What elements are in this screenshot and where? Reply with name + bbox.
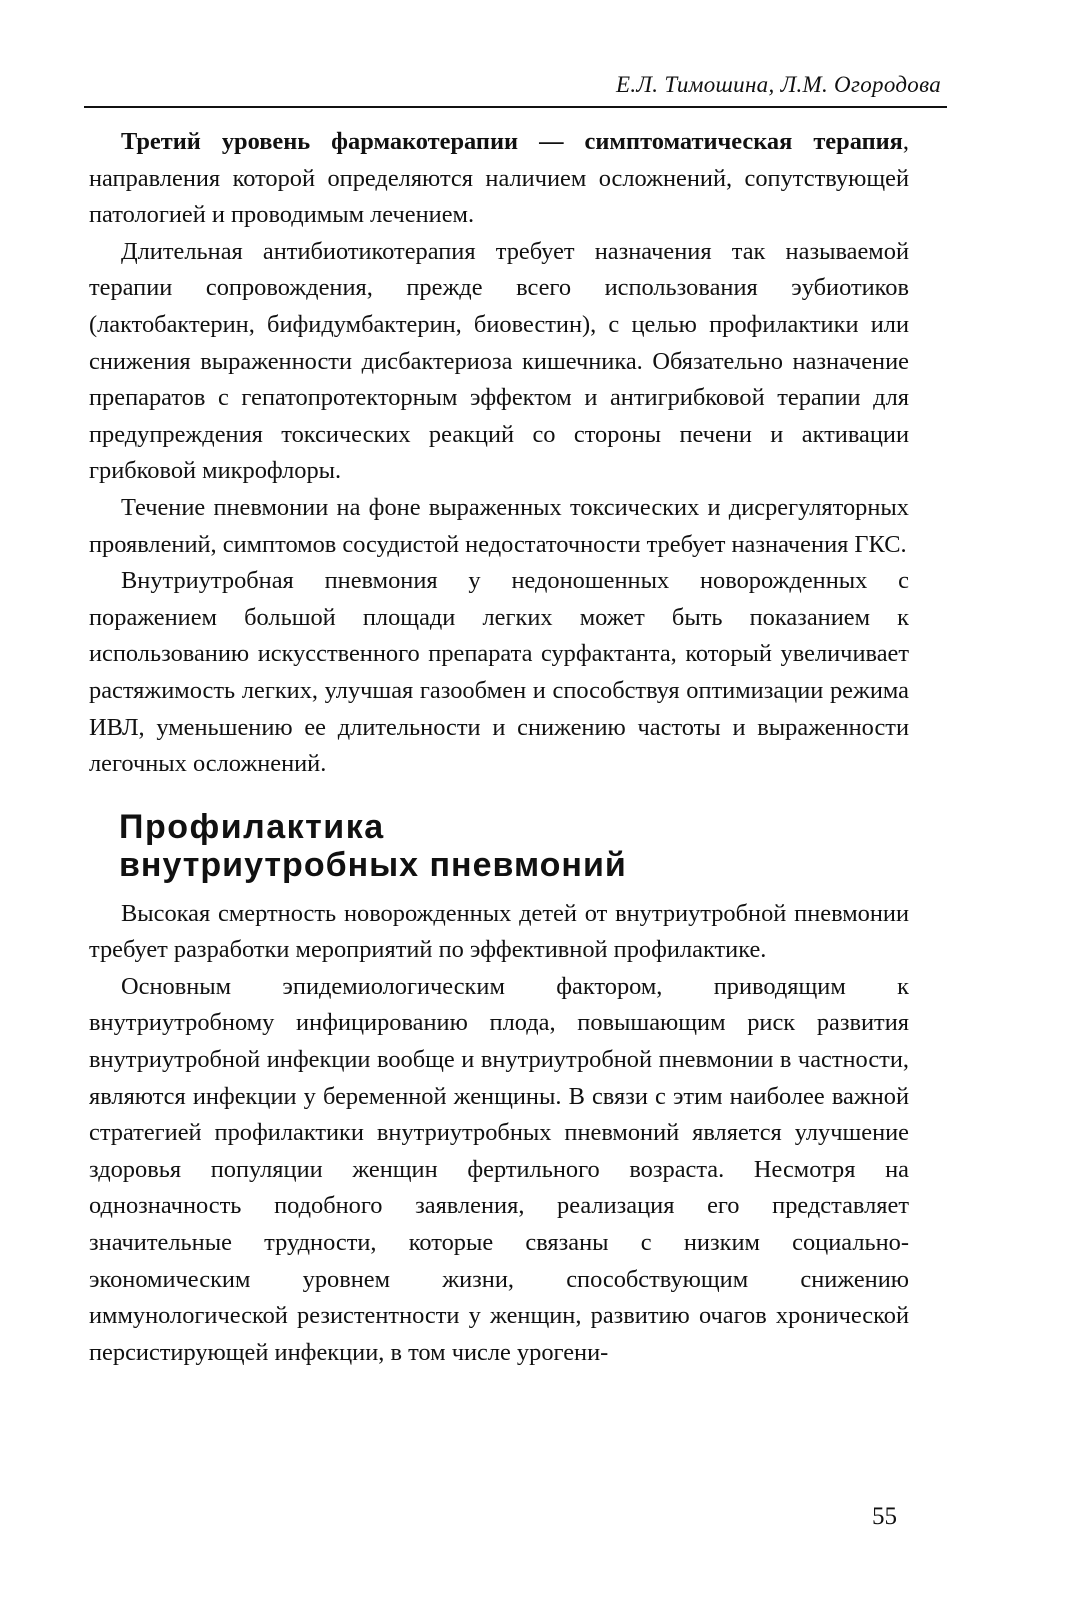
paragraph-mortality: Высокая смертность новорожденных детей от внутриутробной пневмонии требует разработки мероприятий по эффективной профилактике. xyxy=(89,899,909,964)
paragraph-lead: Третий уровень фармакотерапии — симптоматическая терапия xyxy=(121,128,903,155)
section-heading xyxy=(119,808,909,884)
page-number: 55 xyxy=(872,1503,897,1530)
paragraph-epidemiology: Основным эпидемиологическим фактором, приводящим к внутриутробному инфицированию плода, повышающим риск развития внутриутробной инфекции вообще и внутриутробной пневмонии в частности, являются инфекции у беременной женщины. В связи с этим наиболее важной стратегией профилактики внутриутробных пневмоний является улучшение здоровья популяции женщин фертильного возраста. Несмотря на однозначность подобного заявления, реализация его представляет значительные трудности, которые связаны с низким социально-экономическим уровнем жизни, способствующим снижению иммунологической резистентности у женщин, развитию очагов хронической персистирующей инфекции, в том числе урогени- xyxy=(89,972,909,1366)
body-text xyxy=(89,124,909,1371)
paragraph-text: , направления которой определяются наличием осложнений, сопутствующей патологией и проводимым лечением. xyxy=(89,128,909,229)
paragraph-gks: Течение пневмонии на фоне выраженных токсических и дисрегуляторных проявлений, симптомов сосудистой недостаточности требует назначения ГКС. xyxy=(89,493,909,558)
header-rule xyxy=(84,106,947,108)
section-heading-line-1: Профилактика xyxy=(119,807,385,846)
paragraph-surfactant: Внутриутробная пневмония у недоношенных новорожденных с поражением большой площади легких может быть показанием к использованию искусственного препарата сурфактанта, который увеличивает растяжимость легких, улучшая газообмен и способствуя оптимизации режима ИВЛ, уменьшению ее длительности и снижению частоты и выраженности легочных осложнений. xyxy=(89,567,909,778)
paragraph-pharmacotherapy-level-3 xyxy=(89,124,909,234)
running-header: Е.Л. Тимошина, Л.М. Огородова xyxy=(616,72,941,97)
section-heading-line-2: внутриутробных пневмоний xyxy=(119,845,627,884)
paragraph-antibiotic-therapy: Длительная антибиотикотерапия требует назначения так называемой терапии сопровождения, прежде всего использования эубиотиков (лактобактерин, бифидумбактерин, биовестин), с целью профилактики или снижения выраженности дисбактериоза кишечника. Обязательно назначение препаратов с гепатопротекторным эффектом и антигрибковой терапии для предупреждения токсических реакций со стороны печени и активации грибковой микрофлоры. xyxy=(89,237,909,485)
